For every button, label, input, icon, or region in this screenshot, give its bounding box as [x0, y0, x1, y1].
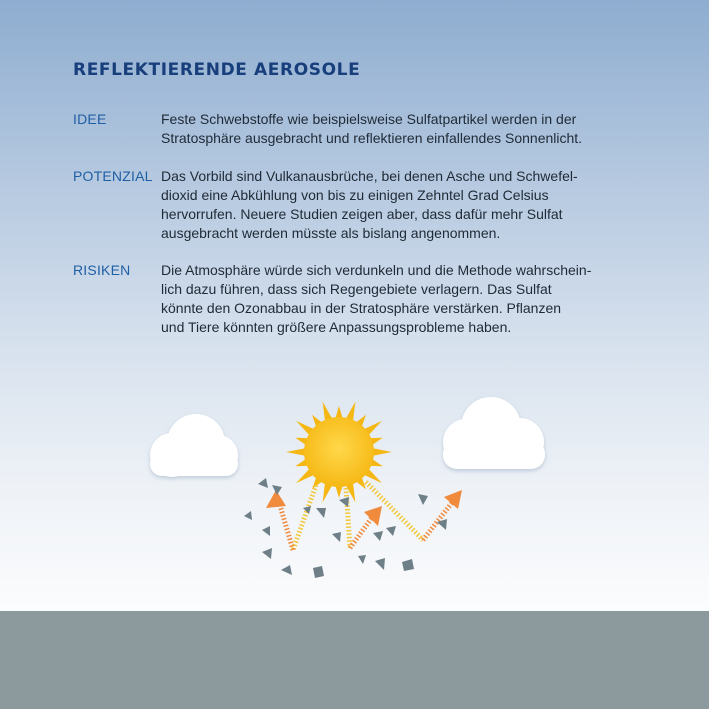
text-line: hervorrufen. Neuere Studien zeigen aber, dass dafür mehr Sulfat: [161, 206, 563, 222]
text-line: könnte den Ozonabbau in der Stratosphäre verstärken. Pflanzen: [161, 300, 562, 316]
text-line: Die Atmosphäre würde sich verdunkeln und die Methode wahrschein-: [161, 262, 592, 278]
text-line: und Tiere könnten größere Anpassungsprobleme haben.: [161, 319, 512, 335]
text-line: Stratosphäre ausgebracht und reflektieren einfallendes Sonnenlicht.: [161, 130, 583, 146]
text-line: ausgebracht werden müsste als bislang angenommen.: [161, 225, 501, 241]
cloud-icon: [443, 397, 545, 469]
text-line: Das Vorbild sind Vulkanausbrüche, bei denen Asche und Schwefel-: [161, 168, 578, 184]
section-label: POTENZIAL: [73, 168, 153, 184]
text-line: Feste Schwebstoffe wie beispielsweise Sulfatpartikel werden in der: [161, 111, 577, 127]
section-label: RISIKEN: [73, 262, 131, 278]
text-line: dioxid eine Abkühlung von bis zu einigen Zehntel Grad Celsius: [161, 187, 549, 203]
text-line: lich dazu führen, dass sich Regengebiete verlagern. Das Sulfat: [161, 281, 552, 297]
page-title: REFLEKTIERENDE AEROSOLE: [73, 60, 361, 80]
sun-icon: [304, 417, 374, 487]
arrow-heads: [266, 490, 462, 526]
section-label: IDEE: [73, 111, 107, 127]
cloud-icon: [150, 414, 238, 477]
